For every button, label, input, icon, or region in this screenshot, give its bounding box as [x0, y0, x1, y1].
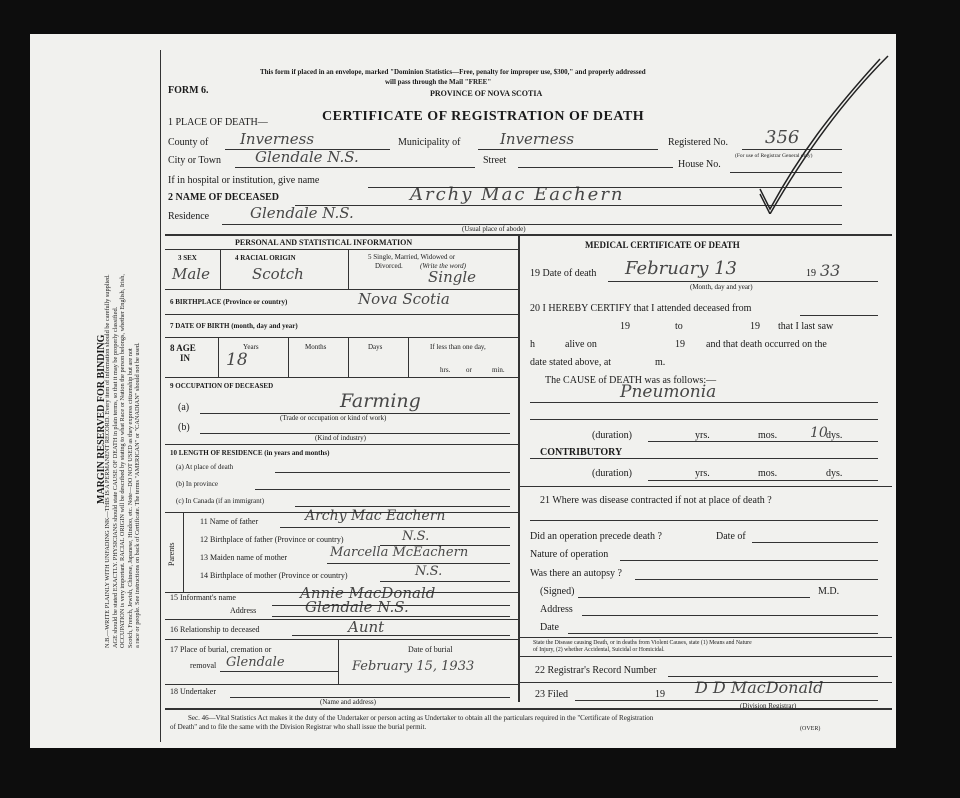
burial-label-removal: removal: [190, 661, 217, 670]
parents-label: Parents: [167, 542, 176, 566]
registered-label: Registered No.: [668, 137, 728, 148]
informant-address-value: Glendale N.S.: [305, 598, 409, 616]
undertaker-label: 18 Undertaker: [170, 687, 216, 696]
cause-label: The CAUSE of DEATH was as follows:—: [545, 375, 717, 386]
municipality-value: Inverness: [500, 130, 575, 148]
abode-note: (Usual place of abode): [462, 225, 526, 233]
marital-value: Single: [428, 268, 477, 286]
street-label: Street: [483, 155, 507, 166]
residence-label: Residence: [168, 211, 210, 222]
county-label: County of: [168, 137, 209, 148]
marital-label: 5 Single, Married, Widowed or: [368, 253, 456, 261]
length-of-residence-label: 10 LENGTH OF RESIDENCE (in years and months): [170, 449, 330, 457]
municipality-label: Municipality of: [398, 137, 461, 148]
age-label: 8 AGE: [170, 343, 196, 353]
sex-label: 3 SEX: [178, 254, 197, 262]
relationship-label: 16 Relationship to deceased: [170, 625, 260, 634]
racial-value: Scotch: [252, 265, 304, 283]
personal-section-title: PERSONAL AND STATISTICAL INFORMATION: [235, 238, 413, 247]
certify-label: 20 I HEREBY CERTIFY that I attended deceased from: [530, 303, 752, 314]
dob-label: 7 DATE OF BIRTH (month, day and year): [170, 322, 298, 330]
margin-instruction-line: a race or people. See instructions on back of Certificate. The terms "AMERICAN" or "CANADIAN" should not be used.: [134, 342, 142, 648]
birthplace-value: Nova Scotia: [358, 290, 450, 308]
racial-label: 4 RACIAL ORIGIN: [235, 254, 296, 262]
or-label: or: [466, 366, 472, 374]
place-heading: 1 PLACE OF DEATH—: [168, 117, 268, 128]
date-of-death-label: 19 Date of death: [530, 268, 597, 279]
residence-c-label: (c) In Canada (if an immigrant): [176, 497, 265, 505]
mother-name-label: 13 Maiden name of mother: [200, 553, 288, 562]
registered-value: 356: [765, 127, 800, 148]
less-than-day-label: If less than one day,: [430, 343, 486, 351]
duration-days-value: 10: [810, 425, 828, 441]
registrar-note: (For use of Registrar General only): [735, 153, 813, 159]
father-birthplace-label: 12 Birthplace of father (Province or country): [200, 535, 344, 544]
undertaker-note: (Name and address): [320, 698, 376, 706]
occupation-a-value: Farming: [340, 390, 421, 412]
filed-label: 23 Filed: [535, 689, 569, 700]
margin-instruction-line: AGE should be stated EXACTLY. PHYSICIANS should state CAUSE OF DEATH in plain terms, so that it may be properly classified.: [111, 306, 119, 648]
certificate-title: CERTIFICATE OF REGISTRATION OF DEATH: [322, 109, 645, 124]
burial-label: 17 Place of burial, cremation or: [170, 645, 272, 654]
footer-note: Sec. 46—Vital Statistics Act makes it the duty of the Undertaker or person acting as Undertaker to obtain all the particulars required in the "Certificate of Registration: [188, 714, 654, 722]
age-years-value: 18: [226, 350, 248, 370]
occ-b-label: (b): [178, 422, 190, 433]
city-value: Glendale N.S.: [255, 148, 359, 166]
county-value: Inverness: [240, 130, 315, 148]
marital-label-2: Divorced.: [375, 262, 403, 270]
disease-note-2: of Injury, (2) whether Accidental, Suicidal or Homicidal.: [533, 647, 665, 653]
deceased-name-value: Archy Mac Eachern: [410, 184, 625, 205]
age-label-in: IN: [180, 353, 191, 363]
envelope-note: This form if placed in an envelope, marked "Dominion Statistics—Free, penalty for improper use, $300," and properly addressed: [260, 68, 646, 76]
footer-note-2: of Death" and to file the same with the Division Registrar who shall issue the burial permit.: [170, 723, 427, 731]
margin-instruction-line: OCCUPATION is very important. RACIAL ORIGIN will be described by stating to what Race or Nation the person belongs, whether English, Irish,: [119, 274, 127, 648]
father-name-label: 11 Name of father: [200, 517, 259, 526]
city-label: City or Town: [168, 155, 222, 166]
burial-place-value: Glendale: [226, 655, 285, 670]
margin-instructions: [104, 88, 142, 648]
footer-over: (OVER): [800, 726, 821, 732]
occ-a-label: (a): [178, 402, 190, 413]
envelope-note-2: will pass through the Mail "FREE": [385, 78, 492, 86]
burial-date-value: February 15, 1933: [352, 659, 475, 674]
sex-value: Male: [172, 265, 210, 283]
occupation-b-note: (Kind of industry): [315, 434, 366, 442]
hospital-label: If in hospital or institution, give name: [168, 175, 320, 186]
house-label: House No.: [678, 159, 721, 170]
marital-label-3: (Write the word): [420, 262, 467, 270]
disease-note: State the Disease causing Death, or in deaths from Violent Causes, state (1) Means and Nature: [533, 640, 752, 646]
margin-instruction-line: N.B.—WRITE PLAINLY WITH UNFADING INK—THIS IS A PERMANENT RECORD. Every item of information should be carefully supplied.: [104, 274, 111, 648]
father-birthplace-value: N.S.: [402, 529, 430, 544]
contributory-label: CONTRIBUTORY: [540, 447, 623, 458]
medical-section-title: MEDICAL CERTIFICATE OF DEATH: [585, 240, 740, 250]
form-number: FORM 6.: [168, 85, 209, 96]
check-mark: [750, 54, 890, 214]
months-label: Months: [305, 343, 327, 351]
cause-value: Pneumonia: [620, 382, 717, 402]
days-label: Days: [368, 343, 383, 351]
burial-date-label: Date of burial: [408, 645, 453, 654]
margin-instruction-line: Scotch, French, Jewish, Chinese, Japanese, Hindoo, etc. Note—DO NOT USED as they express citizenship but are not: [126, 348, 134, 648]
margin-rule: [160, 50, 161, 742]
death-year-value: 33: [820, 261, 841, 280]
residence-b-label: (b) In province: [176, 480, 218, 488]
relationship-value: Aunt: [348, 618, 385, 636]
deceased-name-label: 2 NAME OF DECEASED: [168, 192, 280, 203]
province-label: PROVINCE OF NOVA SCOTIA: [430, 89, 543, 98]
hrs-label: hrs.: [440, 366, 451, 374]
mother-name-value: Marcella McEachern: [330, 545, 469, 560]
occupation-label: 9 OCCUPATION OF DECEASED: [170, 382, 274, 390]
informant-address-label: Address: [230, 606, 257, 615]
birthplace-label: 6 BIRTHPLACE (Province or country): [170, 298, 288, 306]
registrar-signature: D D MacDonald: [695, 678, 824, 697]
division-registrar-note: (Division Registrar): [740, 702, 797, 710]
certificate-page: MARGIN RESERVED FOR BINDING N.B.—WRITE PLAINLY WITH UNFADING INK—THIS IS A PERMANENT RECORD. Every item of information should be carefully supplied. AGE should be stated EXACTLY. PHYSICIANS should state CAUSE OF DEATH in plain terms, so that it may be properly classified. OCCUPATION is very important. RACIAL ORIGIN will be described by stating to what Race or Nation the person belongs, whether English, Irish, Scotch, French, Jewish, Chinese, Japanese, Hindoo, etc. Note—DO NOT USED as they express citizenship but are not a race or people. See instructions on back of Certificate. The terms "AMERICAN" or "CANADIAN" should not be used. This form if placed in an envelope, marked "Dominion Statistics—Free, penalty for improper use, $300," and properly addressed will pass through the Mail "FREE" PROVINCE OF NOVA SCOTIA FORM 6. CERTIFICATE OF REGISTRATION OF DEATH 1 PLACE OF DEATH— County of Inverness Municipality of Inverness Registered No. 356 (For use of Registrar General only) City or Town Glendale N.S. Street House No. If in hospital or institution, give name 2 NAME OF DECEASED Archy Mac Eachern Residence Glendale N.S. (Usual place of abode) PERSONAL AND STATISTICAL INFORMATION 3 SEX 4 RACIAL ORIGIN 5 Single, Married, Widowed or Divorced. (Write the word) Male Scotch Single 6 BIRTHPLACE (Province or country) Nova Scotia 7 DATE OF BIRTH (month, day and year) 8 AGE IN 18 Years Months Days If less than one day, hrs. or min. 9 OCCUPATION OF DECEASED (a) Farming (Trade or occupation or kind of work) (b) (Kind of industry) 10 LENGTH OF RESIDENCE (in years and months) (a) At place of death (b) In province (c) In Canada (if an immigrant) Parents 11 Name of father Archy Mac Eachern 12 Birthplace of father (Province or country) N.S. 13 Maiden name of mother Marcella McEachern 14 Birthplace of mother (Province or country) N.S. 15 Informant's name Annie MacDonald Address Glendale N.S. 16 Relationship to deceased Aunt 17 Place of burial, cremation or removal Glendale Date of burial February 15, 1933 18 Undertaker (Name and address) MEDICAL CERTIFICATE OF DEATH 19 Date of death February 13 19 33 (Month, day and year) 20 I HEREBY CERTIFY that I attended deceased from 19 to 19 that I last saw h alive on 19 and that death occurred on the date stated above, at m. The CAUSE of DEATH was as follows:— Pneumonia (duration) yrs. mos. 10 dys. CONTRIBUTORY (duration) yrs. mos. dys. 21 Where was disease contracted if not at place of death ? Did an operation precede death ? Date of Nature of operation Was there an autopsy ? (Signed) M.D. Address Date State the Disease causing Death, or in deaths from Violent Causes, state (1) Means and Nature of Injury, (2) whether Accidental, Suicidal or Homicidal. 22 Registrar's Record Number 23 Filed 19 D D MacDonald (Division Registrar) Sec. 46—Vital Statistics Act makes it the duty of the Undertaker or person acting as Undertaker to obtain all the particulars required in the "Certificate of Registration of Death" and to file the same with the Division Registrar who shall issue the burial permit. (OVER): [30, 34, 896, 748]
informant-value: Annie MacDonald: [300, 584, 436, 602]
death-month-day-value: February 13: [625, 258, 738, 279]
informant-label: 15 Informant's name: [170, 593, 236, 602]
min-label: min.: [492, 366, 505, 374]
father-name-value: Archy Mac Eachern: [305, 508, 446, 524]
date-of-death-note: (Month, day and year): [690, 283, 753, 291]
residence-value: Glendale N.S.: [250, 204, 354, 222]
residence-a-label: (a) At place of death: [176, 463, 234, 471]
record-number-label: 22 Registrar's Record Number: [535, 665, 657, 676]
margin-reserved-label: MARGIN RESERVED FOR BINDING: [96, 334, 107, 504]
mother-birthplace-value: N.S.: [415, 564, 443, 579]
contracted-label: 21 Where was disease contracted if not at place of death ?: [540, 495, 772, 506]
years-label: Years: [243, 343, 259, 351]
operation-label: Did an operation precede death ?: [530, 531, 662, 542]
occupation-a-note: (Trade or occupation or kind of work): [280, 414, 387, 422]
mother-birthplace-label: 14 Birthplace of mother (Province or country): [200, 571, 348, 580]
